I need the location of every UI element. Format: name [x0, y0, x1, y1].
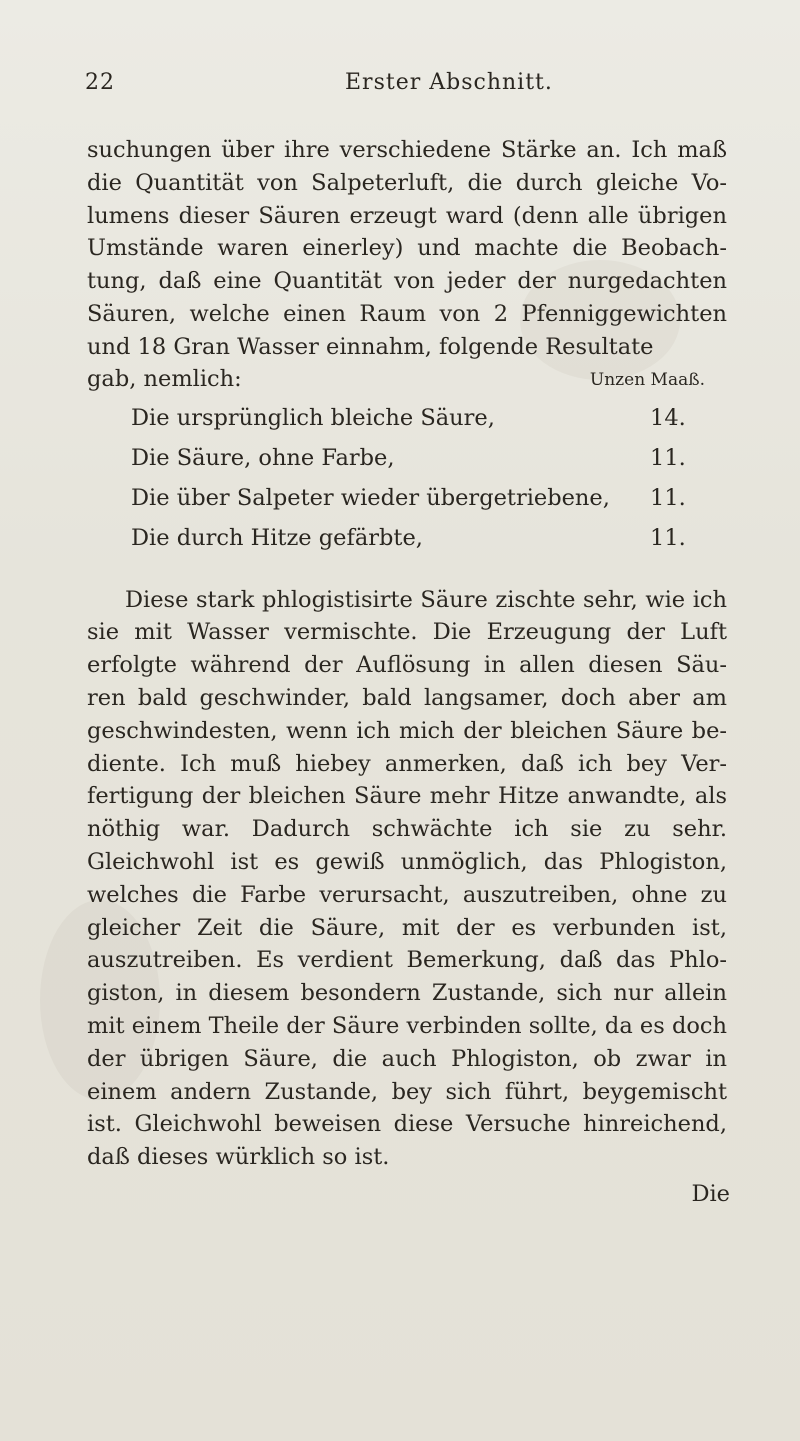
paragraph-1 [87, 134, 727, 364]
result-label: Die über Salpeter wieder übergetriebene, [131, 484, 610, 511]
paragraph-2 [87, 584, 727, 1174]
text-line: Umstände waren einerley) und machte die Beobach- [87, 235, 727, 262]
text-line: diente. Ich muß hiebey anmerken, daß ich bey Ver- [87, 750, 727, 777]
result-row [87, 478, 727, 518]
text-line: welches die Farbe verursacht, auszutreiben, ohne zu [87, 881, 727, 908]
text-line: gleicher Zeit die Säure, mit der es verbunden ist, [87, 914, 727, 941]
result-value: 11. [650, 524, 686, 551]
result-value: 14. [650, 404, 686, 431]
text-line: Säuren, welche einen Raum von 2 Pfenniggewichten [87, 300, 727, 327]
text-line: tung, daß eine Quantität von jeder der nurgedachten [87, 268, 727, 295]
result-label: Die durch Hitze gefärbte, [131, 524, 423, 551]
result-value: 11. [650, 444, 686, 471]
running-head: Erster Abschnitt. [345, 70, 553, 95]
text-line: fertigung der bleichen Säure mehr Hitze anwandte, [87, 783, 687, 810]
result-label: Die ursprünglich bleiche Säure, [131, 404, 495, 431]
text-line: ren bald geschwinder, bald langsamer, doch aber am [87, 684, 727, 711]
result-row [87, 518, 727, 558]
text-line: auszutreiben. Es verdient Bemerkung, daß das Phlo- [87, 947, 727, 974]
text-line: die Quantität von Salpeterluft, die durch gleiche Vo- [87, 169, 727, 196]
text-line: und 18 Gran Wasser einnahm, folgende Resultate [87, 333, 654, 360]
measure-intro-line [87, 364, 727, 394]
text-line: mit einem Theile der Säure verbinden sollte, da es [87, 1012, 665, 1039]
text-line: geschwindesten, wenn ich mich der bleichen Säure be- [87, 717, 727, 744]
text-line: doch der übrigen Säure, die auch Phlogiston, ob zwar [87, 1012, 727, 1072]
body-text [87, 134, 727, 1174]
text-line: gab, nemlich: [87, 365, 242, 392]
text-line: lumens dieser Säuren erzeugt ward (denn alle übrigen [87, 202, 727, 229]
text-line: suchungen über ihre verschiedene Stärke an. Ich maß [87, 137, 727, 163]
unit-label: Unzen Maaß. [589, 369, 705, 390]
text-line: ist. Gleichwohl beweisen diese Versuche hinreichend, [87, 1111, 727, 1138]
text-line: daß dieses würklich so ist. [87, 1144, 390, 1171]
result-row [87, 438, 727, 478]
result-label: Die Säure, ohne Farbe, [131, 444, 395, 471]
text-line: erfolgte während der Auflösung in allen diesen Säu- [87, 652, 727, 679]
text-line: Gleichwohl ist es gewiß unmöglich, das Phlogiston, [87, 848, 727, 875]
text-line: als nöthig war. Dadurch schwächte ich sie zu sehr. [87, 783, 727, 843]
results-table [87, 398, 727, 558]
page-header [85, 70, 705, 110]
result-row [87, 398, 727, 438]
page-number: 22 [85, 70, 115, 95]
text-line: in einem andern Zustande, bey sich führt, beygemischt [87, 1045, 727, 1105]
text-line: giston, in diesem besondern Zustande, sich nur allein [87, 980, 727, 1007]
result-value: 11. [650, 484, 686, 511]
catchword: Die [691, 1181, 730, 1207]
text-line: ich sie mit Wasser vermischte. Die Erzeugung der Luft [87, 586, 727, 646]
text-line: Diese stark phlogistisirte Säure zischte sehr, wie [125, 586, 686, 613]
